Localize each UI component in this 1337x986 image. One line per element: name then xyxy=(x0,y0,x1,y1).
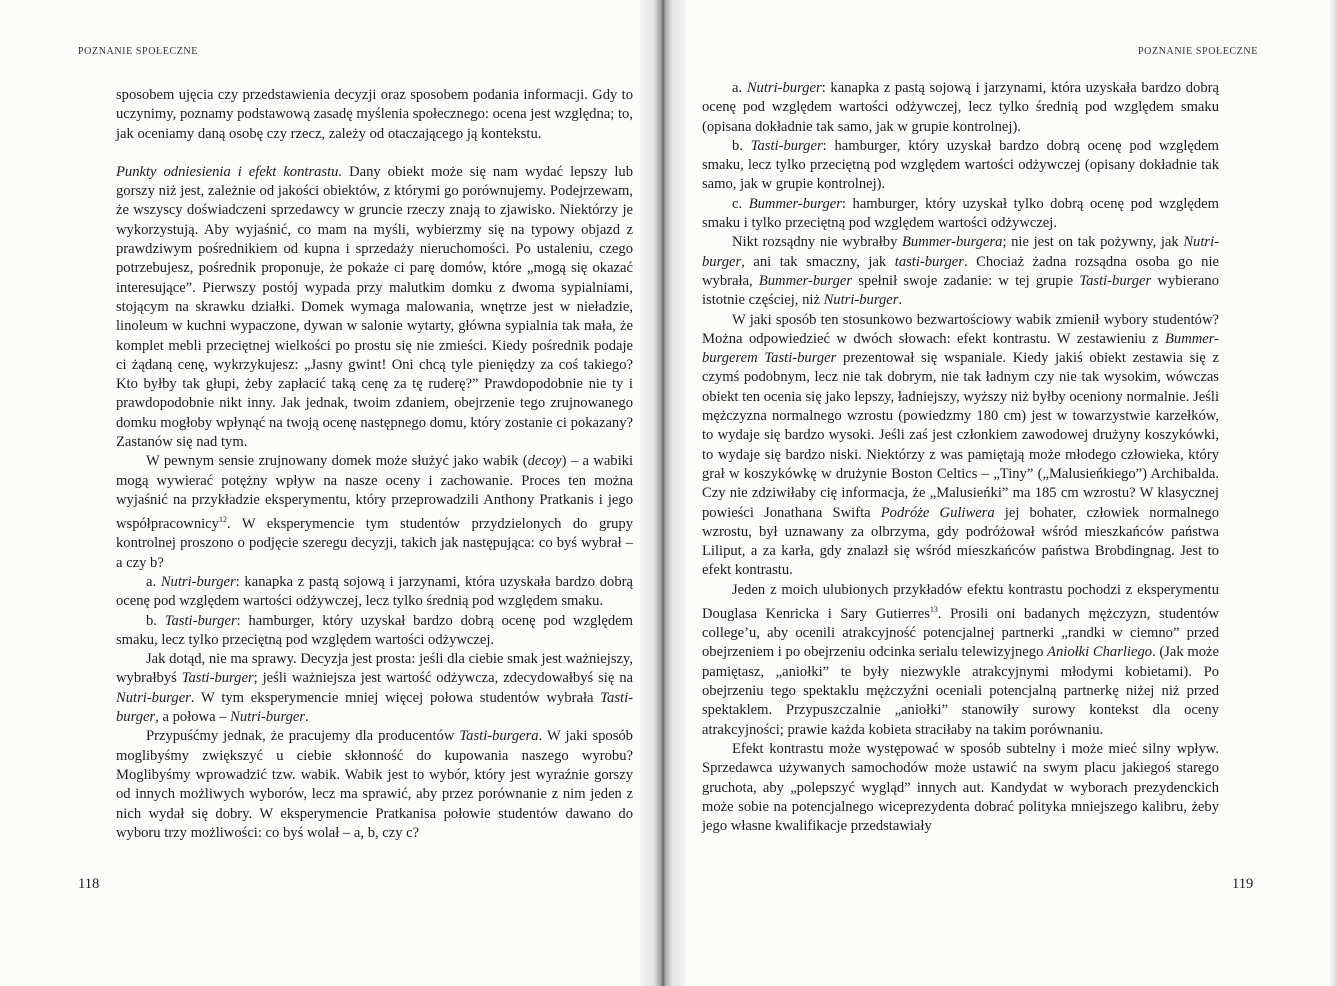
paragraph: W jaki sposób ten stosunkowo bezwartościowy wabik zmienił wybory studentów? Można odpowiedzieć w dwóch słowach: efekt kontrastu. W zestawieniu z Bummer-burgerem Tasti-burger prezentował się wspaniale. Kiedy jakiś obiekt zestawia się z czymś podobnym, lecz nie tak dobrym, nie tak ładnym czy nie tak wysokim, wówczas obiekt ten ocenia się jako lepszy, ładniejszy, wyższy niż byłby oceniony normalnie. Jeśli mężczyzna normalnego wzrostu (powiedzmy 180 cm) jest w towarzystwie karzełków, to wydaje się bardzo wysoki. Jeśli zaś jest członkiem zawodowej drużyny koszykówki, to wydaje się bardzo niski. Niektórzy z was pamiętają może młodego człowieka, który grał w koszykówkę w drużynie Boston Celtics – „Tiny” („Malusieńkiego”) Archibalda. Czy nie zdziwiłaby cię informacja, że „Malusieńki” ma 185 cm wzrostu? W klasycznej powieści Jonathana Swifta Podróże Guliwera jej bohater, człowiek normalnego wzrostu, był uznawany za olbrzyma, gdy podróżował wśród mieszkańców państwa Liliput, a za karła, gdy znalazł się wśród mieszkańców państwa Brobdingnag. Jest to efekt kontrastu. xyxy=(702,311,1220,579)
right-page-text xyxy=(702,79,1219,836)
paragraph: sposobem ujęcia czy przedstawienia decyzji oraz sposobem podania informacji. Gdy to uczynimy, poznamy podstawową zasadę myślenia społecznego: ocena jest względna; to, jak oceniamy daną osobę czy rzecz, zależy od otaczającego ją kontekstu. xyxy=(116,87,633,142)
left-running-header: POZNANIE SPOŁECZNE xyxy=(78,46,198,57)
right-running-header: POZNANIE SPOŁECZNE xyxy=(1138,46,1258,57)
footnote-ref: 13 xyxy=(929,605,938,615)
paragraph: Punkty odniesienia i efekt kontrastu. Dany obiekt może się nam wydać lepszy lub gorszy niż jest, zależnie od jakości obiektów, z którymi go porównujemy. Podejrzewam, że wszyscy doświadczeni sprzedawcy w gruncie rzeczy znają to zjawisko. Niektórzy je wykorzystują. Aby wyjaśnić, co mam na myśli, wybierzmy się na typowy objazd z prawdziwym pośrednikiem od kupna i sprzedaży nieruchomości. Po ustaleniu, czego potrzebujesz, pośrednik proponuje, że pokaże ci parę domów, które „mogą się okazać interesujące”. Pierwszy postój wypada przy malutkim domku z dwoma sypialniami, stojącym na skrawku działki. Domek wymaga malowania, wnętrze jest w nieładzie, linoleum w kuchni wypaczone, dywan w salonie wytarty, główna sypialnia tak mała, że komplet mebli przeciętnej wielkości po prostu się nie zmieści. Kiedy pośrednik podaje ci żądaną cenę, wykrzykujesz: „Jasny gwint! Oni chcą tyle pieniędzy za coś takiego? Kto byłby tak głupi, żeby zapłacić taką cenę za tę ruderę?” Prawdopodobnie nie ty i prawdopodobnie nikt inny. Jak jednak, twoim zdaniem, obejrzenie tego zrujnowanego domku mogłoby wpłynąć na twoją ocenę następnego domu, który zostanie ci pokazany? Zastanów się nad tym. xyxy=(116,163,633,451)
right-page-number: 119 xyxy=(1232,876,1254,892)
paragraph: Nikt rozsądny nie wybrałby Bummer-burgera; nie jest on tak pożywny, jak Nutri-burger, ani tak smaczny, jak tasti-burger. Chociaż żadna rozsądna osoba go nie wybrała, Bummer-burger spełnił swoje zadanie: w tej grupie Tasti-burger wybierano istotnie częściej, niż Nutri-burger. xyxy=(702,234,1219,309)
paragraph: Jeden z moich ulubionych przykładów efektu kontrastu pochodzi z eksperymentu Douglasa Kenricka i Sary Gutierres$^{13}$. Prosili oni badanych mężczyzn, studentów college’u, aby ocenili atrakcyjność potencjalnej partnerki „randki w ciemno” przed obejrzeniem i po obejrzeniu odcinka serialu telewizyjnego Aniołki Charliego. (Jak może pamiętasz, „aniołki” te były niezwykle atrakcyjnymi młodymi kobietami). Po obejrzeniu tego spektaklu mężczyźni oceniali potencjalną partnerkę niżej niż przed spektaklem. Przypuszczalnie „aniołki” stanowiły surowy kontekst dla oceny atrakcyjności; prawie każda kobieta straciłaby na takim porównaniu. xyxy=(702,581,1219,738)
page-edge xyxy=(1329,0,1337,986)
paragraph: Jak dotąd, nie ma sprawy. Decyzja jest prosta: jeśli dla ciebie smak jest ważniejszy, wybrałbyś Tasti-burger; jeśli ważniejsza jest wartość odżywcza, zdecydowałbyś się na Nutri-burger. W tym eksperymencie mniej więcej połowa studentów wybrała Tasti-burger, a połowa – Nutri-burger. xyxy=(116,651,633,726)
paragraph: Przypuśćmy jednak, że pracujemy dla producentów Tasti-burgera. W jaki sposób moglibyśmy zwiększyć u ciebie skłonność do kupowania naszego wyrobu? Moglibyśmy wprowadzić tzw. wabik. Wabik jest to wybór, który jest wyraźnie gorszy od innych możliwych wyborów, lecz ma sprawić, aby przez porównanie z nim jeden z nich wydał się dobry. W eksperymencie Pratkanisa połowie studentów dawano do wyboru trzy możliwości: co byś wolał – a, b, czy c? xyxy=(116,728,633,841)
paragraph: Efekt kontrastu może występować w sposób subtelny i może mieć silny wpływ. Sprzedawca używanych samochodów może ustawić na swym placu jakiegoś starego gruchota, aby „polepszyć wygląd” innych aut. Kandydat w wyborach prezydenckich może sobie na potencjalnego wiceprezydenta dobrać polityka mniejszego kalibru, żeby jego własne kwalifikacje przedstawiały xyxy=(702,740,1219,835)
list-item-a: a. Nutri-burger: kanapka z pastą sojową i jarzynami, która uzyskała bardzo dobrą ocenę pod względem wartości odżywczej, lecz tylko średnią pod względem smaku. xyxy=(116,573,633,610)
footnote-ref: 12 xyxy=(218,515,227,525)
list-item-b: b. Tasti-burger: hamburger, który uzyskał bardzo dobrą ocenę pod względem smaku, lecz tylko przeciętną pod względem wartości odżywczej. xyxy=(116,612,634,648)
list-item-a: a. Nutri-burger: kanapka z pastą sojową i jarzynami, która uzyskała bardzo dobrą ocenę pod względem wartości odżywczej, lecz tylko średnią pod względem smaku (opisana dokładnie tak samo, jak w grupie kontrolnej). xyxy=(702,80,1219,135)
section-title: Punkty odniesienia i efekt kontrastu. xyxy=(116,163,343,180)
list-item-c: c. Bummer-burger: hamburger, który uzyskał tylko dobrą ocenę pod względem smaku i tylko przeciętną pod względem wartości odżywczej. xyxy=(702,195,1219,232)
book-gutter xyxy=(640,0,686,986)
left-page-number: 118 xyxy=(78,876,100,892)
left-page-text xyxy=(116,86,633,843)
list-item-b: b. Tasti-burger: hamburger, który uzyskał bardzo dobrą ocenę pod względem smaku, lecz tylko przeciętną pod względem wartości odżywczej (opisany dokładnie tak samo, jak w grupie kontrolnej). xyxy=(702,137,1220,193)
paragraph: W pewnym sensie zrujnowany domek może służyć jako wabik (decoy) – a wabiki mogą wywierać potężny wpływ na nasze oceny i zachowanie. Proces ten można wyjaśnić na przykładzie eksperymentu, który przeprowadzili Anthony Pratkanis i jego współpracownicy$^{12}$. W eksperymencie tym studentów przydzielonych do grupy kontrolnej proszono o podjęcie szeregu decyzji, takich jak następująca: co byś wybrał – a czy b? xyxy=(116,453,633,571)
